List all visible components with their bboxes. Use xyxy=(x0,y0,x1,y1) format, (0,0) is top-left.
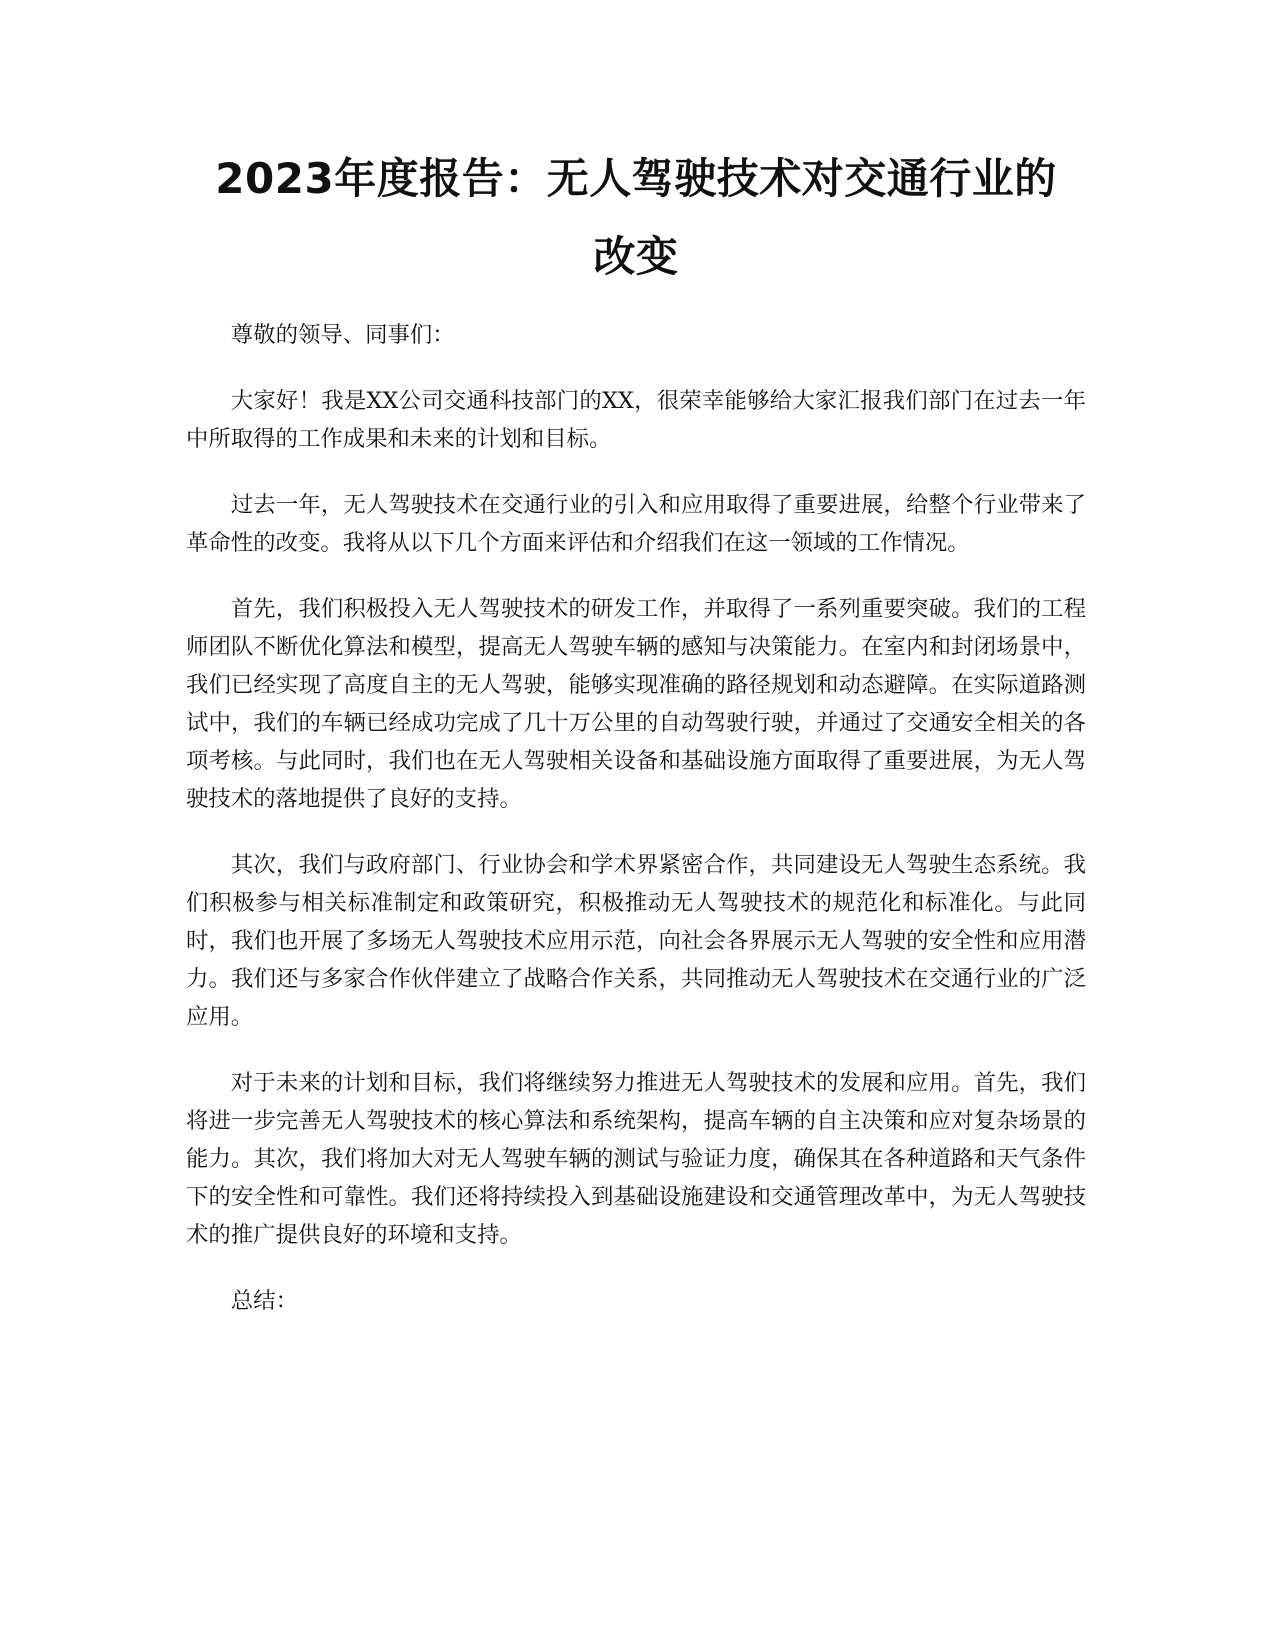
salutation: 尊敬的领导、同事们： xyxy=(230,322,455,348)
document-page xyxy=(186,140,1086,1348)
document-title xyxy=(186,140,1086,296)
paragraph-overview: 过去一年，无人驾驶技术在交通行业的引入和应用取得了重要进展，给整个行业带来了革命性的改变。我将从以下几个方面来评估和介绍我们在这一领域的工作情况。 xyxy=(186,492,1086,556)
summary-heading: 总结： xyxy=(230,1288,298,1314)
paragraph-research: 首先，我们积极投入无人驾驶技术的研发工作，并取得了一系列重要突破。我们的工程师团队不断优化算法和模型，提高无人驾驶车辆的感知与决策能力。在室内和封闭场景中，我们已经实现了高度自主的无人驾驶，能够实现准确的路径规划和动态避障。在实际道路测试中，我们的车辆已经成功完成了几十万公里的自动驾驶行驶，并通过了交通安全相关的各项考核。与此同时，我们也在无人驾驶相关设备和基础设施方面取得了重要进展，为无人驾驶技术的落地提供了良好的支持。 xyxy=(186,596,1086,812)
title-line-2: 改变 xyxy=(593,232,679,281)
title-line-1: 2023年度报告：无人驾驶技术对交通行业的 xyxy=(215,154,1057,203)
paragraph-greeting: 大家好！我是XX公司交通科技部门的XX，很荣幸能够给大家汇报我们部门在过去一年中所取得的工作成果和未来的计划和目标。 xyxy=(186,388,1086,452)
paragraph-future-plans: 对于未来的计划和目标，我们将继续努力推进无人驾驶技术的发展和应用。首先，我们将进一步完善无人驾驶技术的核心算法和系统架构，提高车辆的自主决策和应对复杂场景的能力。其次，我们将加大对无人驾驶车辆的测试与验证力度，确保其在各种道路和天气条件下的安全性和可靠性。我们还将持续投入到基础设施建设和交通管理改革中，为无人驾驶技术的推广提供良好的环境和支持。 xyxy=(186,1070,1086,1248)
paragraph-cooperation: 其次，我们与政府部门、行业协会和学术界紧密合作，共同建设无人驾驶生态系统。我们积极参与相关标准制定和政策研究，积极推动无人驾驶技术的规范化和标准化。与此同时，我们也开展了多场无人驾驶技术应用示范，向社会各界展示无人驾驶的安全性和应用潜力。我们还与多家合作伙伴建立了战略合作关系，共同推动无人驾驶技术在交通行业的广泛应用。 xyxy=(186,852,1086,1030)
